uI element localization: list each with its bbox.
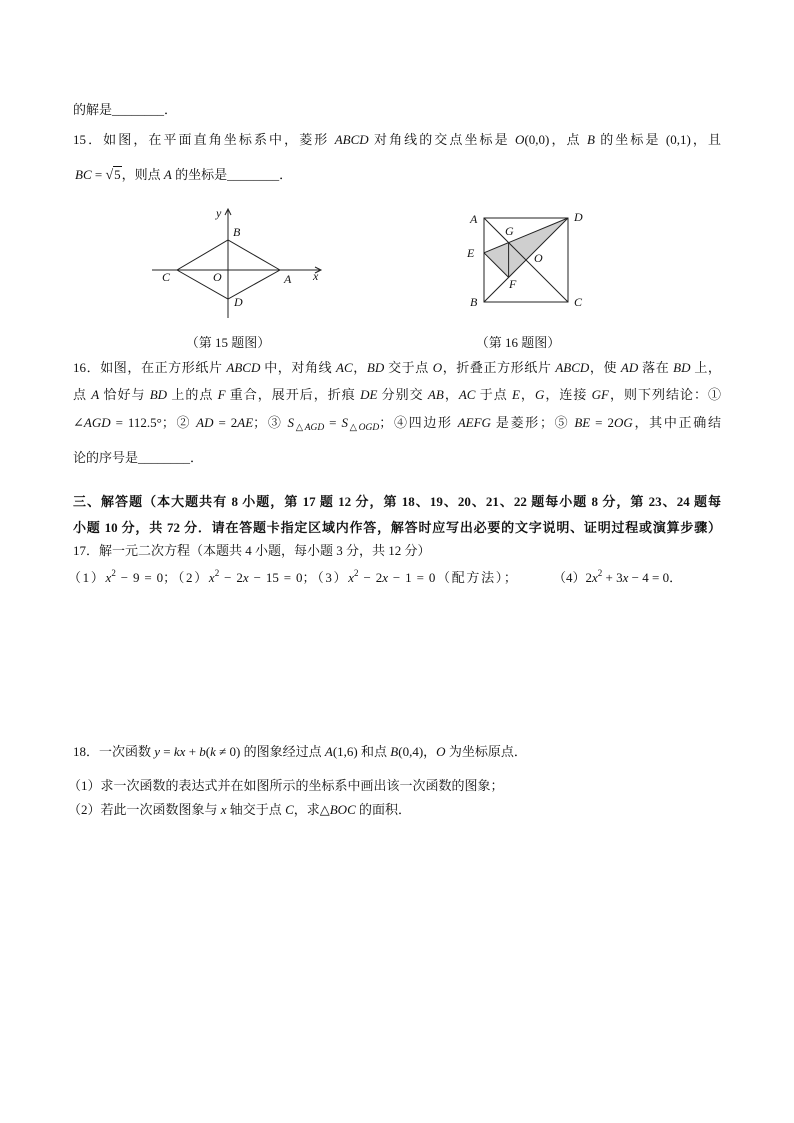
sqrt-radicand: 5 [114, 167, 121, 182]
text-run: = 112.5°；② [110, 415, 197, 430]
math-var: x [382, 570, 388, 585]
text-run: ，则下列结论：① [608, 387, 721, 402]
math-var: O [515, 132, 525, 147]
math-var: BD [673, 360, 691, 375]
math-var: AEFG [457, 415, 491, 430]
text-run: = [160, 744, 174, 759]
text-run: （2）若此一次函数图象与 [68, 802, 221, 817]
math-var: k [210, 744, 216, 759]
math-var: BOC [329, 802, 356, 817]
text-run: 上的点 [167, 387, 218, 402]
q16-line-3 [73, 413, 721, 433]
q16-line-2 [73, 385, 721, 405]
q18-sub-1: （1）求一次函数的表达式并在如图所示的坐标系中画出该一次函数的图象； [68, 778, 504, 793]
text-run: ， [519, 387, 535, 402]
math-var: O [432, 360, 443, 375]
coordinate: (1,6) [332, 744, 358, 759]
text-run: ，且 [690, 132, 721, 147]
text-run: ， [352, 360, 367, 375]
text-run: = [324, 415, 342, 430]
text-run: 交于点 [384, 360, 433, 375]
figure-15-caption: （第 15 题图） [185, 335, 271, 350]
label-d: D [234, 295, 243, 309]
coordinate: (0,0) [524, 132, 550, 147]
text-run: ， [443, 387, 459, 402]
math-var: A [163, 167, 172, 182]
item-label: （3） [315, 570, 349, 585]
text-run: ≠ 0) [215, 744, 241, 759]
math-var: ABCD [334, 132, 369, 147]
math-var: ABCD [555, 360, 590, 375]
text-run: ，点 [549, 132, 587, 147]
math-var: AB [427, 387, 444, 402]
text-run: = 2 [213, 415, 238, 430]
subscript: △AGD [294, 423, 325, 433]
q14-answer-line: 的解是________． [73, 102, 178, 117]
subscript: △OGD [347, 423, 380, 433]
figure-16-caption: （第 16 题图） [475, 335, 561, 350]
label-c: C [162, 270, 171, 284]
text-run: ；③ [253, 415, 288, 430]
label-a: A [284, 272, 292, 286]
text-run: ，其中正确结 [632, 415, 721, 430]
text-run: 轴交于点 [226, 802, 286, 817]
math-var: E [511, 387, 520, 402]
figure-16-square-fold [460, 205, 590, 315]
q18-sub-2 [68, 800, 716, 820]
exponent: 2 [597, 568, 603, 578]
label-a: A [470, 212, 478, 226]
text-run: 中，对角线 [260, 360, 337, 375]
math-var: A [91, 387, 100, 402]
q16-line-1 [73, 358, 721, 378]
label-o: O [534, 251, 543, 265]
coordinate: (0,4) [398, 744, 424, 759]
text-run: − 1 = 0 [388, 570, 436, 585]
label-e: E [467, 246, 475, 260]
q16-line-4: 论的序号是________． [73, 450, 204, 465]
text-run: ，折叠正方形纸片 [442, 360, 556, 375]
q15-line-1 [73, 130, 721, 150]
q17-title: 17．解一元二次方程（本题共 4 小题，每小题 3 分，共 12 分） [73, 543, 431, 558]
q17-item-1 [68, 570, 176, 585]
method-note: （配方法）； [435, 570, 517, 585]
coordinate: (0,1) [665, 132, 691, 147]
text-run: 15．如图，在平面直角坐标系中，菱形 [73, 132, 335, 147]
math-var: x [348, 570, 355, 585]
math-var: AC [336, 360, 353, 375]
label-c: C [574, 295, 583, 309]
section-3-heading-line-1: 三、解答题（本大题共有 8 小题，第 17 题 12 分，第 18、19、20、21、22 题每小题 8 分，第 23、24 题每 [73, 494, 721, 509]
math-var: x [622, 570, 629, 585]
math-var: G [534, 387, 545, 402]
text-run: ，使 [589, 360, 621, 375]
math-var: AD [196, 415, 214, 430]
math-var: A [324, 744, 333, 759]
math-var: b [199, 744, 206, 759]
section-3-heading-line-2: 小题 10 分，共 72 分．请在答题卡指定区域内作答，解答时应写出必要的文字说明、证明过程或演算步骤） [73, 520, 721, 535]
text-run: ，连接 [544, 387, 592, 402]
math-var: C [285, 802, 294, 817]
text-run: 为坐标原点． [445, 744, 527, 759]
angle-sign: ∠ [73, 415, 84, 430]
text-run: = 2 [590, 415, 614, 430]
text-run: 重合，展开后，折痕 [225, 387, 361, 402]
math-var: ABCD [226, 360, 261, 375]
math-var: OG [613, 415, 633, 430]
math-var: GF [591, 387, 609, 402]
text-run: 18．一次函数 [73, 744, 155, 759]
math-var: B [390, 744, 399, 759]
item-label: （2） [176, 570, 209, 585]
math-var: x [208, 570, 215, 585]
text-run: 恰好与 [99, 387, 150, 402]
text-run: 落在 [638, 360, 674, 375]
math-var: S [287, 415, 294, 430]
label-x: x [313, 269, 319, 283]
text-run: 上， [690, 360, 721, 375]
text-run: − 2 [358, 570, 383, 585]
math-var: AC [458, 387, 476, 402]
math-var: O [436, 744, 446, 759]
exponent: 2 [214, 568, 220, 578]
text-run: 是菱形；⑤ [490, 415, 575, 430]
label-g: G [505, 224, 514, 238]
q17-item-4 [553, 568, 682, 588]
math-var: BE [574, 415, 591, 430]
q17-item-2 [176, 570, 315, 585]
text-run: 于点 [475, 387, 512, 402]
sqrt-sign: √ [105, 168, 114, 183]
math-var: BD [149, 387, 168, 402]
text-run: ，求△ [293, 802, 330, 817]
math-var: x [220, 802, 227, 817]
math-var: DE [360, 387, 378, 402]
label-f: F [509, 277, 517, 291]
math-var: y [154, 744, 161, 759]
label-o: O [213, 270, 222, 284]
math-var: x [592, 570, 598, 585]
item-label: （1） [68, 570, 106, 585]
text-run: − 15 = 0； [248, 570, 316, 585]
math-var: AD [620, 360, 639, 375]
label-b: B [470, 295, 478, 309]
text-run: − 2 [219, 570, 243, 585]
answer-blank: ________ [227, 167, 280, 182]
text-run: 和点 [357, 744, 391, 759]
math-var: BC [75, 167, 92, 182]
text-run: 点 [73, 387, 92, 402]
text-run: = [91, 167, 106, 182]
math-var: kx [173, 744, 186, 759]
text-run: + 3 [602, 570, 623, 585]
text-run: 分别交 [377, 387, 428, 402]
q17-item-3 [316, 570, 517, 585]
text-run: ． [279, 167, 293, 182]
figure-15-rhombus [140, 200, 340, 330]
q15-line-2 [75, 165, 723, 185]
math-var: S [341, 415, 348, 430]
q17-items-1-3 [68, 568, 517, 588]
exponent: 2 [111, 568, 116, 578]
label-b: B [233, 225, 241, 239]
math-var: x [242, 570, 249, 585]
text-run: ， [423, 744, 437, 759]
math-var: B [586, 132, 595, 147]
math-var: F [217, 387, 226, 402]
q18-line-1 [73, 742, 721, 762]
math-var: AE [237, 415, 254, 430]
label-y: y [216, 206, 222, 220]
text-run: 的坐标是 [594, 132, 666, 147]
item-label: （4）2 [553, 570, 593, 585]
text-run: 的图象经过点 [240, 744, 325, 759]
text-run: ( [205, 744, 211, 759]
text-run: ，则点 [121, 167, 164, 182]
math-var: BD [366, 360, 385, 375]
text-run: + [185, 744, 200, 759]
text-run: 的面积． [355, 802, 411, 817]
label-d: D [574, 210, 583, 224]
text-run: 的坐标是 [171, 167, 228, 182]
text-run: − 9 = 0； [115, 570, 177, 585]
math-var: x [105, 570, 112, 585]
text-run: ；④四边形 [379, 415, 458, 430]
text-run: 对角线的交点坐标是 [368, 132, 516, 147]
exponent: 2 [354, 568, 359, 578]
text-run: − 4 = 0． [628, 570, 683, 585]
text-run: 16．如图，在正方形纸片 [73, 360, 227, 375]
math-var: AGD [83, 415, 111, 430]
